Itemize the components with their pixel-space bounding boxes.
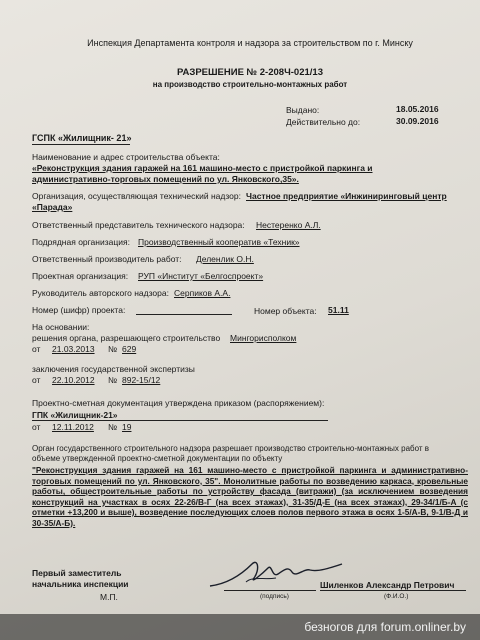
basis-label: На основании: — [32, 322, 90, 332]
tech-rep-value: Нестеренко А.Л. — [256, 220, 321, 230]
basis-from1: от — [32, 344, 41, 354]
customer-name: ГСПК «Жилищник- 21» — [32, 133, 132, 143]
signature-caption: (подпись) — [260, 593, 289, 600]
code-blank-line — [136, 314, 232, 315]
object-line2: административно-торговых помещений по ул. Янковского,35». — [32, 174, 299, 184]
objnum-value: 51.11 — [328, 305, 349, 315]
objnum-label: Номер объекта: — [254, 306, 317, 316]
contractor-value: Производственный кооператив «Техник» — [138, 237, 300, 247]
expertise-no: № — [108, 375, 118, 385]
tech-rep-label: Ответственный представитель технического надзора: — [32, 220, 245, 230]
customer-underline — [32, 144, 130, 145]
issued-date: 18.05.2016 — [396, 104, 439, 114]
basis-num1: 629 — [122, 344, 137, 354]
expertise-label: заключения государственной экспертизы — [32, 364, 195, 374]
permission-intro1: Орган государственного строительного надзора разрешает производство строительно-монтажных работ в — [32, 444, 430, 453]
works-label: Ответственный производитель работ: — [32, 254, 182, 264]
author-label: Руководитель авторского надзора: — [32, 288, 169, 298]
signer-name: Шиленков Александр Петрович — [320, 580, 455, 590]
object-line1: «Реконструкция здания гаражей на 161 машино-место с пристройкой паркинга и — [32, 163, 373, 173]
tech-org-value2: «Парада» — [32, 202, 73, 212]
stamp-place: М.П. — [100, 592, 118, 602]
works-value: Деленлик О.Н. — [196, 254, 254, 264]
signer-title-line2: начальника инспекции — [32, 579, 129, 589]
approval-num: 19 — [122, 422, 132, 432]
valid-label: Действительно до: — [286, 117, 361, 127]
permission-intro2: объеме утвержденной проектно-сметной документации по объекту — [32, 454, 283, 463]
fio-caption: (Ф.И.О.) — [384, 593, 409, 600]
inspection-name: Инспекция Департамента контроля и надзора за строительством по г. Минску — [87, 38, 413, 48]
permit-subtitle: на производство строительно-монтажных работ — [152, 80, 348, 89]
object-label: Наименование и адрес строительства объекта: — [32, 152, 220, 162]
permission-body: "Реконструкция здания гаражей на 161 машино-место с пристройкой паркинга и административно-торговых помещений по ул. Янковского, 35". Монолитные работы по возведению каркаса, кровельные работы, общестроительные работы по устройству фасада (витражи) (за исключением возведения конструкций на участках в осях 22-26/В-Г (на всех этажах), 31-35/Д-Е (на всех этажах), 29-34/1/Б-А (с отметки +13,200 и выше), возведение последующих слоев полов первого этажа в осях 1-5/А-В, 9-1/В-Д и 30-35/А-Б). — [32, 465, 468, 528]
author-value: Серпиков А.А. — [174, 288, 231, 298]
approval-org: ГПК «Жилищник-21» — [32, 410, 118, 420]
expertise-from: от — [32, 375, 41, 385]
issued-label: Выдано: — [286, 105, 320, 115]
watermark-text: безногов для forum.onliner.by — [304, 620, 466, 634]
tech-org-value: Частное предприятие «Инжиниринговый центр — [246, 191, 447, 201]
valid-date: 30.09.2016 — [396, 116, 439, 126]
watermark-bar — [0, 614, 480, 640]
design-value: РУП «Институт «Белгоспроект» — [138, 271, 264, 281]
design-label: Проектная организация: — [32, 271, 129, 281]
approval-org-line — [32, 420, 328, 421]
approval-label: Проектно-сметная документация утверждена приказом (распоряжением): — [32, 398, 325, 408]
expertise-num: 892-15/12 — [122, 375, 161, 385]
approval-date: 12.11.2012 — [52, 422, 94, 432]
basis-date1: 21.03.2013 — [52, 344, 95, 354]
signer-title-line1: Первый заместитель — [32, 568, 122, 578]
expertise-date: 22.10.2012 — [52, 375, 95, 385]
approval-from: от — [32, 422, 41, 432]
permit-title: РАЗРЕШЕНИЕ № 2-208Ч-021/13 — [177, 67, 323, 78]
code-label: Номер (шифр) проекта: — [32, 305, 126, 315]
tech-org-label: Организация, осуществляющая технический надзор: — [32, 191, 241, 201]
basis-no1: № — [108, 344, 118, 354]
signer-name-line — [320, 590, 466, 591]
basis-decision: решения органа, разрешающего строительство — [32, 333, 221, 343]
basis-decision-org: Мингорисполком — [230, 333, 297, 343]
contractor-label: Подрядная организация: — [32, 237, 130, 247]
approval-no: № — [108, 422, 118, 432]
